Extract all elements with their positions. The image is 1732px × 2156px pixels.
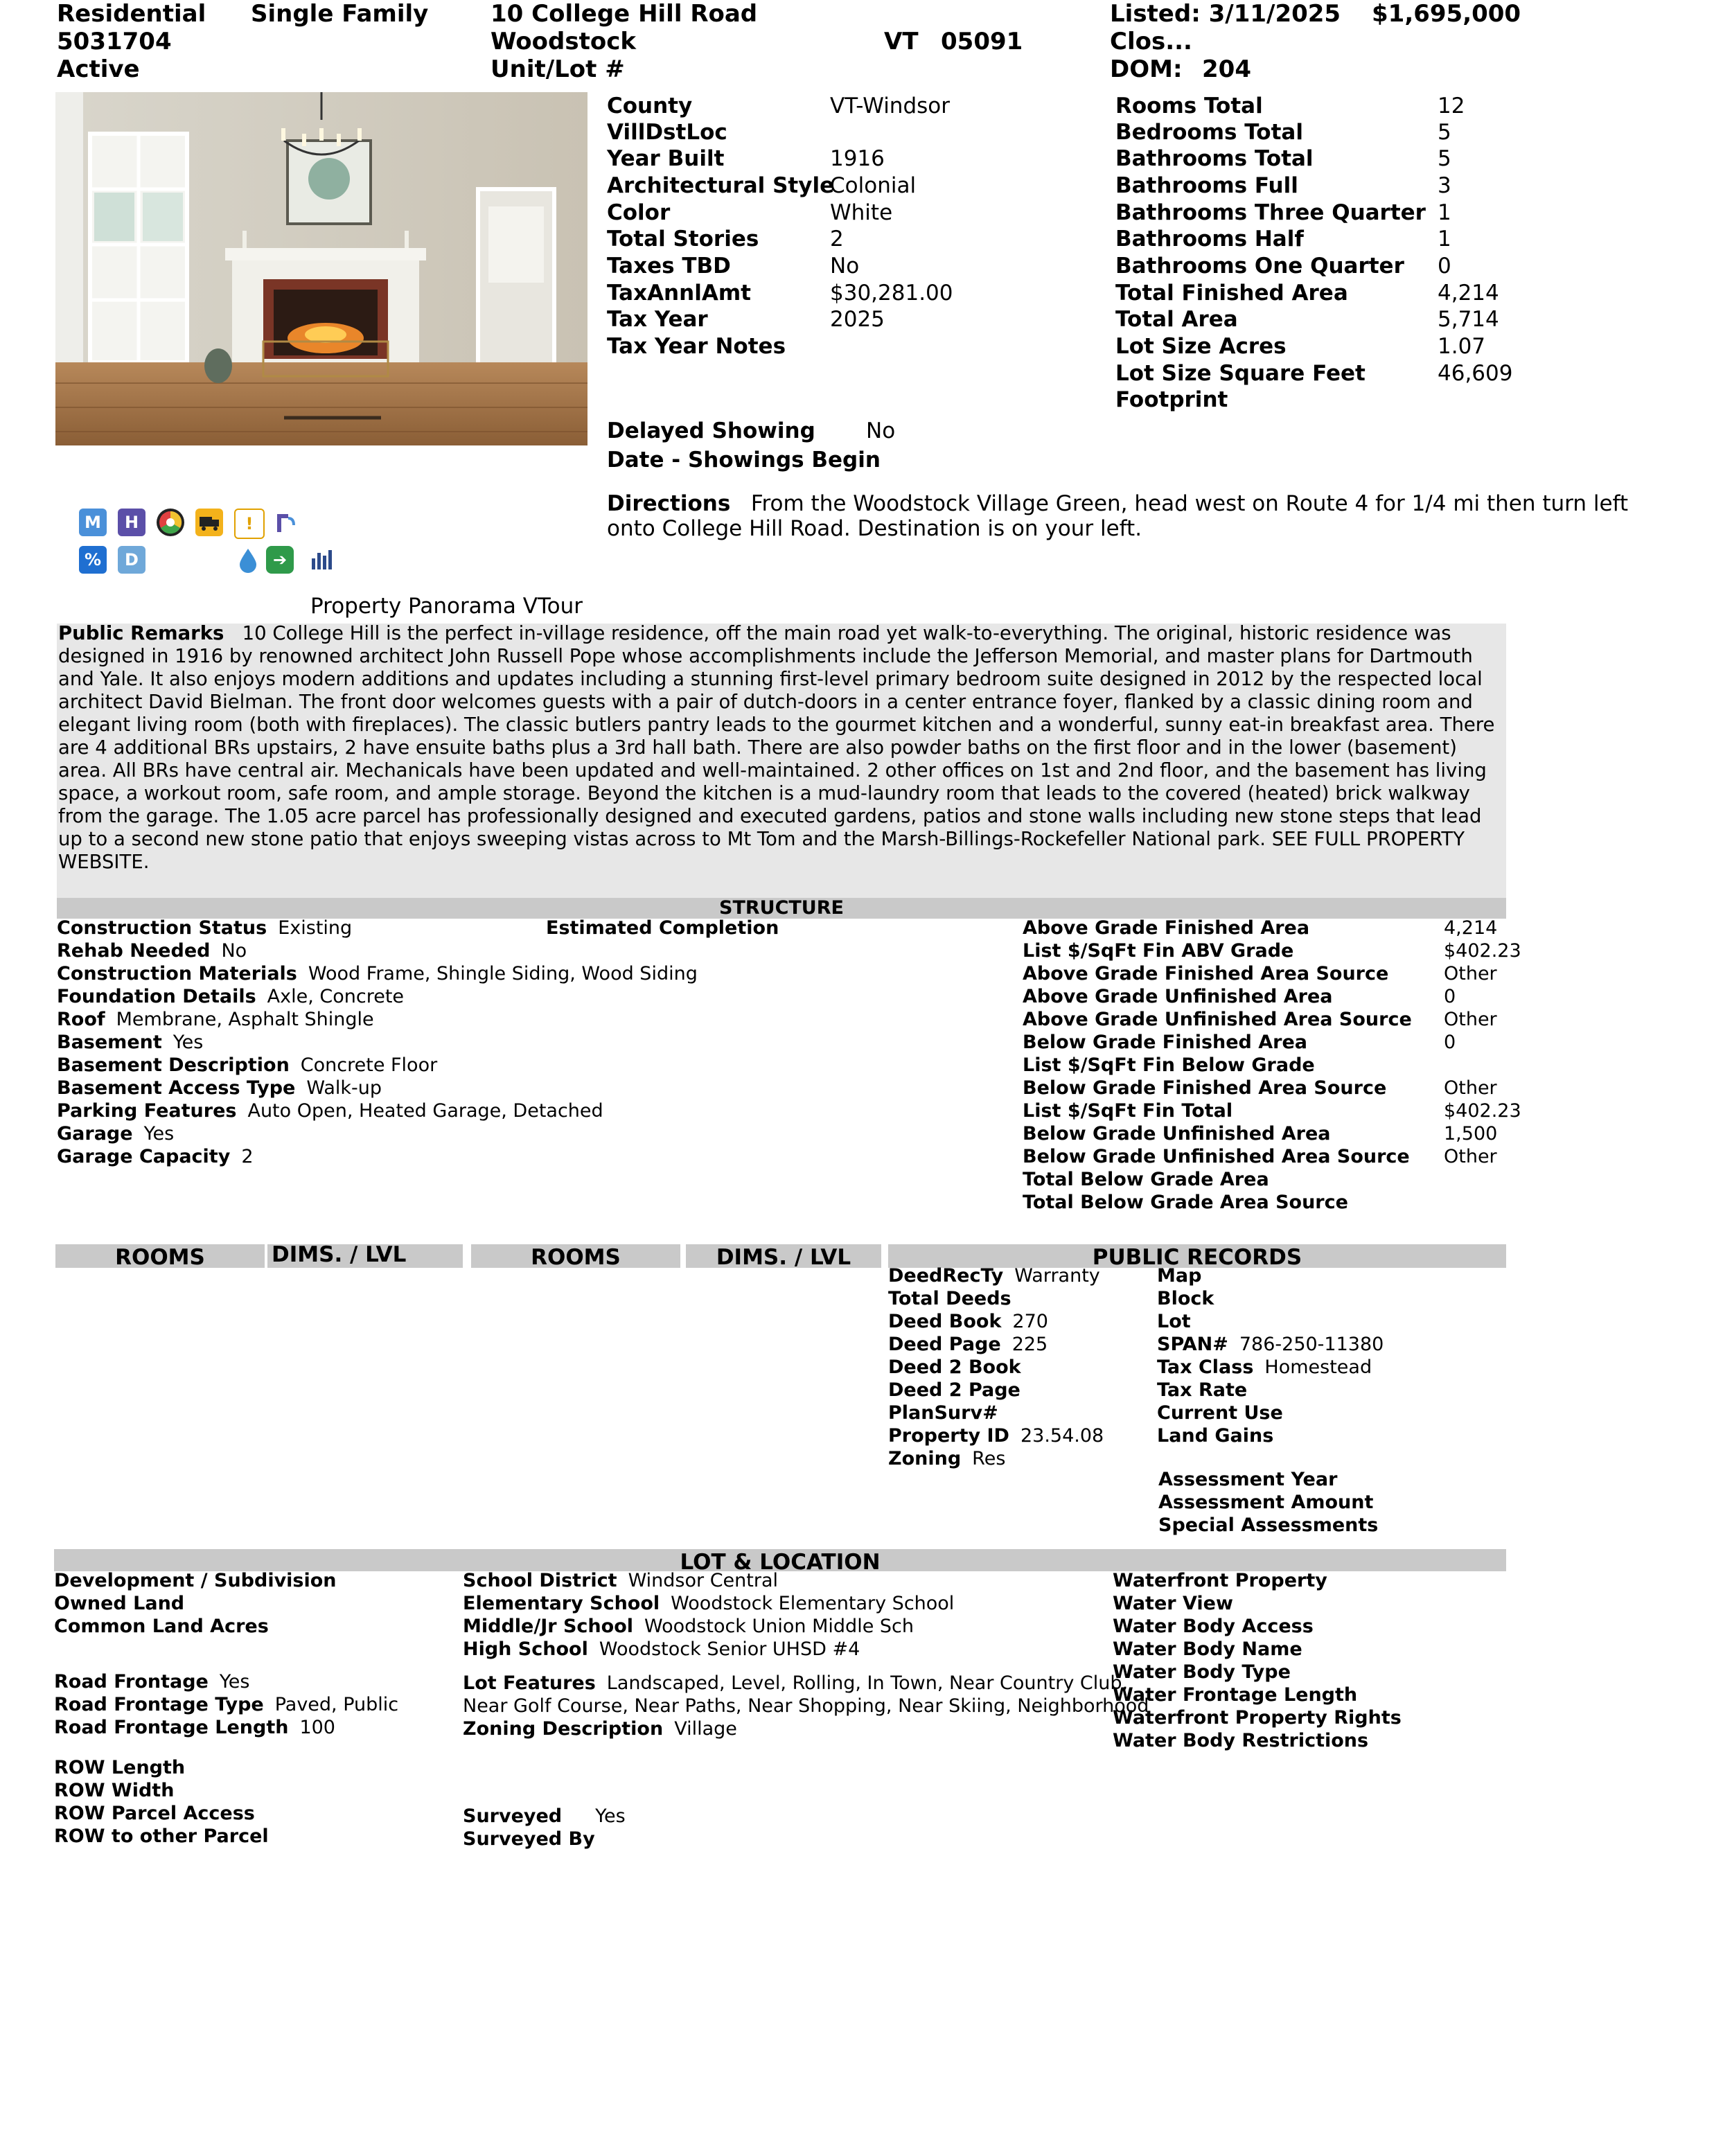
record-row (1158, 1514, 1389, 1537)
detail-label: County (607, 94, 693, 118)
row-label: Garage (57, 1123, 133, 1145)
lot-row (54, 1670, 249, 1693)
record-row (888, 1424, 1104, 1447)
row-value: Auto Open, Heated Garage, Detached (247, 1100, 603, 1122)
detail-value: 2 (830, 227, 844, 251)
delayed-showing-label: Delayed Showing (607, 418, 815, 443)
structure-row (57, 1145, 254, 1168)
summary-value: 5 (1438, 146, 1451, 171)
row-label: Deed 2 Page (888, 1379, 1020, 1401)
structure-row (57, 1077, 382, 1099)
unit-lot-label: Unit/Lot # (491, 55, 625, 83)
summary-label: Bathrooms Three Quarter (1115, 200, 1426, 225)
lot-row (54, 1756, 196, 1779)
area-label: Below Grade Unfinished Area Source (1023, 1146, 1410, 1167)
water-drop-icon[interactable] (234, 546, 262, 574)
record-row (888, 1287, 1023, 1310)
row-value: 2 (241, 1146, 254, 1167)
mls-number: 5031704 (57, 28, 172, 55)
row-label: SPAN# (1157, 1334, 1228, 1355)
detail-label: Color (607, 200, 671, 225)
directions-text-2: onto College Hill Road. Destination is on your left. (607, 516, 1142, 541)
row-value: Res (972, 1448, 1006, 1469)
summary-value: 1 (1438, 200, 1451, 225)
area-value: Other (1444, 963, 1497, 984)
detail-value: VT-Windsor (830, 94, 950, 118)
area-label: Below Grade Finished Area Source (1023, 1077, 1387, 1099)
town: Woodstock (491, 28, 636, 55)
row-value: 23.54.08 (1020, 1425, 1104, 1447)
color-wheel-icon[interactable] (157, 509, 184, 536)
summary-value: 5,714 (1438, 307, 1499, 332)
dom-value: 204 (1202, 55, 1251, 83)
lot-title: LOT & LOCATION (680, 1550, 881, 1575)
row-label: School District (463, 1570, 617, 1591)
area-value: Other (1444, 1077, 1497, 1099)
row-label: DeedRecTy (888, 1265, 1004, 1287)
warning-icon[interactable]: ! (234, 509, 265, 539)
area-label: Below Grade Finished Area (1023, 1032, 1308, 1053)
row-label: ROW Length (54, 1757, 186, 1778)
lot-row (463, 1638, 860, 1661)
lot-row (1113, 1729, 1379, 1752)
area-label: Total Below Grade Area Source (1023, 1192, 1348, 1213)
listing-type: Single Family (251, 0, 429, 28)
area-label: Above Grade Unfinished Area Source (1023, 1009, 1412, 1030)
detail-label: Taxes TBD (607, 254, 731, 279)
living-room-photo (55, 92, 587, 445)
row-label: Water Body Access (1113, 1616, 1314, 1637)
lot-features-label: Lot Features (463, 1672, 596, 1694)
record-row (1157, 1264, 1212, 1287)
row-value: Woodstock Union Middle Sch (644, 1616, 914, 1637)
rooms2-header: ROOMS (531, 1245, 621, 1270)
summary-value: 1.07 (1438, 334, 1486, 359)
lot-row (463, 1592, 954, 1615)
detail-label: TaxAnnlAmt (607, 281, 751, 306)
structure-row (57, 1099, 603, 1122)
area-value: 1,500 (1444, 1123, 1498, 1145)
row-label: Development / Subdivision (54, 1570, 337, 1591)
summary-label: Bathrooms Total (1115, 146, 1314, 171)
lot-row (1113, 1615, 1325, 1638)
lot-row (54, 1615, 280, 1638)
summary-label: Bedrooms Total (1115, 120, 1303, 145)
m-icon[interactable]: M (79, 509, 107, 536)
row-label: Construction Status (57, 917, 267, 939)
detail-value: White (830, 200, 893, 225)
summary-value: 5 (1438, 120, 1451, 145)
row-label: Road Frontage (54, 1671, 209, 1693)
detail-label: Architectural Style (607, 173, 835, 198)
row-label: Common Land Acres (54, 1616, 269, 1637)
row-label: Water Body Restrictions (1113, 1730, 1369, 1751)
row-label: Middle/Jr School (463, 1616, 633, 1637)
row-value: 270 (1012, 1311, 1048, 1332)
surveyed-label: Surveyed (463, 1805, 563, 1827)
lot-row (54, 1592, 195, 1615)
row-label: Road Frontage Length (54, 1717, 289, 1738)
structure-row (57, 962, 698, 985)
structure-row (57, 917, 352, 939)
street-address: 10 College Hill Road (491, 0, 758, 28)
row-value: 100 (299, 1717, 335, 1738)
record-row (888, 1379, 1032, 1402)
surveyed-by-row (463, 1828, 606, 1850)
row-label: Water Body Name (1113, 1638, 1302, 1660)
row-label: Block (1157, 1288, 1214, 1309)
record-row (888, 1402, 1009, 1424)
area-value: $402.23 (1444, 940, 1521, 962)
row-value: Woodstock Elementary School (671, 1593, 955, 1614)
list-price: $1,695,000 (1372, 0, 1521, 28)
faucet-icon[interactable] (272, 509, 299, 536)
summary-value: 0 (1438, 254, 1451, 279)
row-label: Garage Capacity (57, 1146, 231, 1167)
bar-chart-glyph (308, 546, 335, 574)
structure-row (57, 1122, 174, 1145)
record-row (1157, 1356, 1372, 1379)
color-wheel-glyph (157, 509, 184, 536)
arrow-right-icon[interactable]: ➔ (266, 546, 294, 574)
summary-label: Bathrooms Full (1115, 173, 1298, 198)
row-label: Lot (1157, 1311, 1191, 1332)
lot-row (54, 1825, 280, 1848)
area-value: Other (1444, 1009, 1497, 1030)
detail-value: Colonial (830, 173, 917, 198)
row-label: Basement Description (57, 1054, 290, 1076)
record-row (888, 1356, 1032, 1379)
record-row (1157, 1310, 1202, 1333)
row-label: Foundation Details (57, 986, 256, 1007)
directions-text-1: From the Woodstock Village Green, head west on Route 4 for 1/4 mi then turn left (750, 491, 1629, 516)
row-label: Waterfront Property Rights (1113, 1707, 1402, 1729)
area-label: Total Below Grade Area (1023, 1169, 1269, 1190)
row-label: Deed 2 Book (888, 1357, 1021, 1378)
directions-label: Directions (607, 491, 731, 516)
zoning-description-label: Zoning Description (463, 1718, 664, 1740)
row-label: Zoning (888, 1448, 962, 1469)
row-label: Map (1157, 1265, 1202, 1287)
lot-row (463, 1615, 914, 1638)
dom-label: DOM: (1110, 55, 1183, 83)
area-label: List $/SqFt Fin Below Grade (1023, 1054, 1315, 1076)
row-label: ROW to other Parcel (54, 1826, 269, 1847)
lot-row (1113, 1592, 1244, 1615)
summary-label: Bathrooms Half (1115, 227, 1304, 251)
area-value: 0 (1444, 1032, 1456, 1053)
bar-chart-icon[interactable] (308, 546, 335, 574)
detail-value: No (830, 254, 860, 279)
row-value: Yes (219, 1671, 250, 1693)
area-value: $402.23 (1444, 1100, 1521, 1122)
delayed-showing-value: No (866, 418, 896, 443)
row-label: Assessment Year (1158, 1469, 1338, 1490)
area-value: Other (1444, 1146, 1497, 1167)
detail-value: 1916 (830, 146, 885, 171)
structure-row (57, 939, 247, 962)
row-value: Windsor Central (628, 1570, 778, 1591)
area-label: List $/SqFt Fin ABV Grade (1023, 940, 1294, 962)
row-label: Water View (1113, 1593, 1233, 1614)
summary-label: Lot Size Square Feet (1115, 361, 1366, 386)
row-label: Tax Class (1157, 1357, 1254, 1378)
row-label: Road Frontage Type (54, 1694, 264, 1715)
structure-row (57, 1054, 437, 1077)
row-label: Owned Land (54, 1593, 185, 1614)
row-label: Deed Page (888, 1334, 1001, 1355)
record-row (1157, 1333, 1384, 1356)
remarks-label: Public Remarks (58, 622, 224, 644)
row-label: High School (463, 1638, 588, 1660)
summary-label: Rooms Total (1115, 94, 1263, 118)
estimated-completion-label: Estimated Completion (546, 917, 779, 939)
row-label: Property ID (888, 1425, 1009, 1447)
public-remarks (58, 622, 1506, 874)
lot-features-row (463, 1672, 1128, 1695)
row-value: No (221, 940, 247, 962)
summary-value: 1 (1438, 227, 1451, 251)
water-drop-glyph (234, 546, 262, 574)
dims-header: DIMS. / LVL (272, 1242, 407, 1267)
surveyed-row (463, 1805, 626, 1828)
record-row (888, 1333, 1048, 1356)
lot-features-line-2: Near Golf Course, Near Paths, Near Shopping, Near Skiing, Neighborhood (463, 1695, 1149, 1717)
area-label: Above Grade Finished Area Source (1023, 963, 1389, 984)
structure-row (57, 1008, 374, 1031)
record-row (1158, 1468, 1348, 1491)
detail-label: Year Built (607, 146, 725, 171)
row-label: Land Gains (1157, 1425, 1274, 1447)
row-label: Deed Book (888, 1311, 1002, 1332)
row-label: Current Use (1157, 1402, 1283, 1424)
area-label: Above Grade Finished Area (1023, 917, 1310, 939)
row-label: Parking Features (57, 1100, 237, 1122)
row-value: Yes (173, 1032, 204, 1053)
closed-date: Clos... (1110, 28, 1192, 55)
truck-icon[interactable] (195, 509, 223, 536)
summary-value: 4,214 (1438, 281, 1499, 306)
lot-row (54, 1693, 398, 1716)
record-row (1158, 1491, 1384, 1514)
property-photo[interactable] (55, 92, 587, 445)
lot-features-line-1: Landscaped, Level, Rolling, In Town, Near Country Club, (606, 1672, 1129, 1694)
record-row (1157, 1424, 1284, 1447)
detail-value: $30,281.00 (830, 281, 953, 306)
record-row (1157, 1402, 1294, 1424)
summary-label: Total Area (1115, 307, 1238, 332)
detail-label: Total Stories (607, 227, 759, 251)
summary-label: Bathrooms One Quarter (1115, 254, 1404, 279)
structure-title: STRUCTURE (719, 897, 844, 919)
dims2-header: DIMS. / LVL (716, 1245, 851, 1270)
row-label: Water Frontage Length (1113, 1684, 1358, 1706)
lot-row (463, 1569, 778, 1592)
lot-row (54, 1569, 348, 1592)
surveyed-value: Yes (595, 1805, 626, 1827)
detail-value: 2025 (830, 307, 885, 332)
record-row (888, 1310, 1048, 1333)
row-label: PlanSurv# (888, 1402, 998, 1424)
row-label: Elementary School (463, 1593, 660, 1614)
lot-row (1113, 1661, 1302, 1684)
showings-begin-label: Date - Showings Begin (607, 448, 881, 472)
row-label: Assessment Amount (1158, 1492, 1374, 1513)
row-label: Roof (57, 1009, 105, 1030)
lot-row (1113, 1684, 1368, 1706)
area-value: 4,214 (1444, 917, 1498, 939)
percent-icon[interactable]: % (79, 546, 107, 574)
record-row (888, 1264, 1100, 1287)
row-value: Warranty (1014, 1265, 1100, 1287)
truck-glyph (195, 509, 223, 536)
surveyed-by-label: Surveyed By (463, 1828, 595, 1850)
record-row (888, 1447, 1005, 1470)
zoning-description-value: Village (674, 1718, 737, 1740)
lot-row (1113, 1638, 1314, 1661)
zip-code: 05091 (941, 28, 1023, 55)
row-label: Water Body Type (1113, 1661, 1291, 1683)
listed-date: Listed: 3/11/2025 (1110, 0, 1341, 28)
public-records-title: PUBLIC RECORDS (1092, 1245, 1302, 1270)
row-label: ROW Width (54, 1780, 175, 1801)
d-icon[interactable]: D (118, 546, 145, 574)
lot-row (1113, 1569, 1338, 1592)
listing-status: Active (57, 55, 140, 83)
record-row (1157, 1379, 1258, 1402)
h-icon[interactable]: H (118, 509, 145, 536)
row-label: Total Deeds (888, 1288, 1011, 1309)
area-label: Below Grade Unfinished Area (1023, 1123, 1331, 1145)
detail-label: Tax Year (607, 307, 708, 332)
lot-row (54, 1716, 335, 1739)
row-value: 786-250-11380 (1239, 1334, 1384, 1355)
lot-row (54, 1802, 266, 1825)
summary-value: 3 (1438, 173, 1451, 198)
row-label: Basement (57, 1032, 162, 1053)
row-label: Waterfront Property (1113, 1570, 1327, 1591)
faucet-glyph (272, 509, 299, 536)
lot-row (1113, 1706, 1413, 1729)
summary-value: 46,609 (1438, 361, 1513, 386)
remarks-text: 10 College Hill is the perfect in-village residence, off the main road yet walk-to-everything. The original, historic residence was designed in 1916 by renowned architect John Russell Pope whose accomplishments include the Jefferson Memorial, and master plans for Dartmouth and Yale. It also enjoys modern additions and updates including a stunning first-level primary bedroom suite designed in 2012 by the respected local architect David Bielman. The front door welcomes guests with a pair of dutch-doors in a center entrance foyer, flanked by a classic dining room and elegant living room (both with fireplaces). The classic butlers pantry leads to the gourmet kitchen and a wonderful, sunny eat-in breakfast area. There are 4 additional BRs upstairs, 2 have ensuite baths plus a 3rd hall bath. There are also powder baths on the first floor and in the lower (basement) area. All BRs have central air. Mechanicals have been updated and well-maintained. 2 other offices on 1st and 2nd floor, and the basement has living space, a workout room, safe room, and ample storage. Beyond the kitchen is a mud-laundry room that leads to the covered (heated) brick walkway from the garage. The 1.05 acre parcel has professionally designed and executed gardens, patios and stone walls including new stone steps that lead up to a second new stone patio that enjoys sweeping vistas across to Mt Tom and the Marsh-Billings-Rockefeller National park. SEE FULL PROPERTY WEBSITE. (58, 622, 1495, 873)
row-value: 225 (1011, 1334, 1048, 1355)
state: VT (884, 28, 919, 55)
row-label: ROW Parcel Access (54, 1803, 255, 1824)
lot-row (54, 1779, 185, 1802)
row-value: Paved, Public (274, 1694, 399, 1715)
row-value: Wood Frame, Shingle Siding, Wood Siding (308, 963, 698, 984)
summary-label: Lot Size Acres (1115, 334, 1287, 359)
row-value: Walk-up (306, 1077, 382, 1099)
summary-label: Total Finished Area (1115, 281, 1348, 306)
directions-line-1 (607, 491, 1628, 517)
structure-row (57, 1031, 203, 1054)
summary-label: Footprint (1115, 387, 1228, 412)
summary-value: 12 (1438, 94, 1465, 118)
row-label: Special Assessments (1158, 1514, 1379, 1536)
detail-label: Tax Year Notes (607, 334, 786, 359)
row-value: Axle, Concrete (267, 986, 405, 1007)
rooms-header: ROOMS (115, 1245, 205, 1270)
row-label: Rehab Needed (57, 940, 211, 962)
row-value: Existing (278, 917, 353, 939)
detail-label: VillDstLoc (607, 120, 727, 145)
row-label: Basement Access Type (57, 1077, 296, 1099)
area-value: 0 (1444, 986, 1456, 1007)
structure-row (57, 985, 404, 1008)
area-label: Above Grade Unfinished Area (1023, 986, 1333, 1007)
zoning-description-row (463, 1717, 737, 1740)
area-label: List $/SqFt Fin Total (1023, 1100, 1233, 1122)
row-label: Construction Materials (57, 963, 297, 984)
row-value: Homestead (1264, 1357, 1372, 1378)
listing-class: Residential (57, 0, 206, 28)
vtour-link[interactable]: Property Panorama VTour (310, 594, 583, 619)
record-row (1157, 1287, 1225, 1310)
row-value: Membrane, Asphalt Shingle (116, 1009, 374, 1030)
row-value: Woodstock Senior UHSD #4 (599, 1638, 860, 1660)
row-value: Concrete Floor (300, 1054, 438, 1076)
row-value: Yes (143, 1123, 175, 1145)
row-label: Tax Rate (1157, 1379, 1248, 1401)
